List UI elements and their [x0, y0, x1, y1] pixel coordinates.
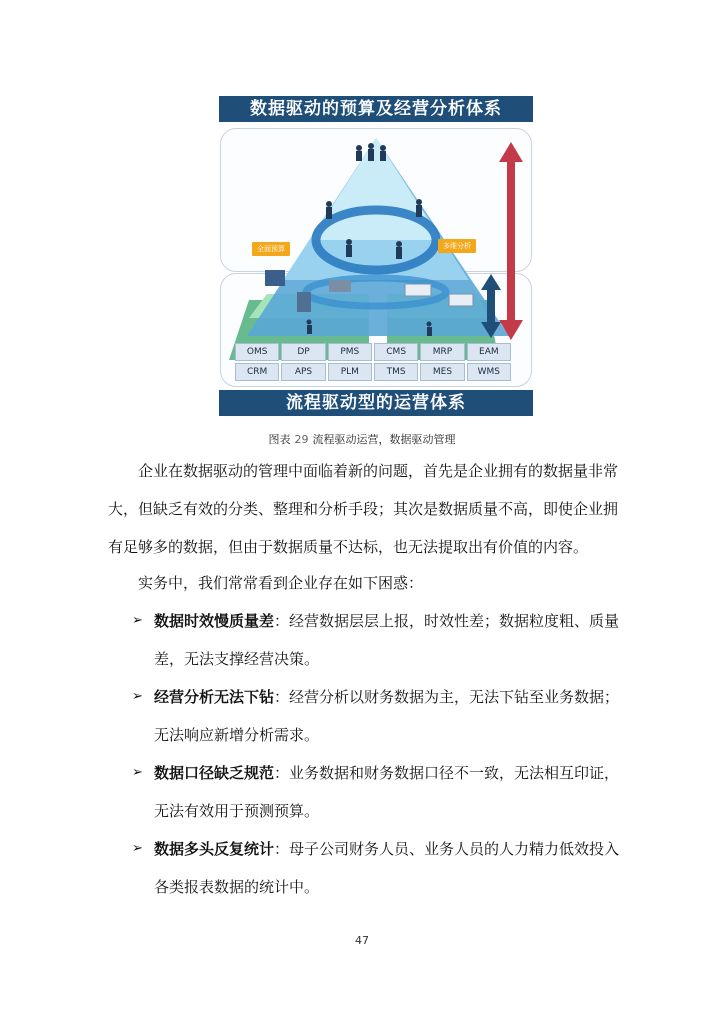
tag-budget: 全面预算 — [252, 242, 290, 256]
system-mrp: MRP — [420, 343, 464, 361]
paragraph-2 — [108, 564, 624, 602]
system-oms: OMS — [235, 343, 279, 361]
arrow-bullet-icon: ➢ — [132, 613, 143, 628]
bullet-heading: 经营分析无法下钻 — [154, 688, 275, 706]
figure-title-bottom: 流程驱动型的运营体系 — [219, 390, 533, 416]
paragraph-2-text: 实务中，我们常常看到企业存在如下困惑： — [138, 574, 424, 592]
bullet-item — [132, 678, 622, 754]
bullet-text: ：经营数据层层上报，时效性差；数据粒度粗、质量差，无法支撑经营决策。 — [154, 612, 620, 668]
tag-analysis: 多维分析 — [438, 239, 476, 253]
bullet-text: ：业务数据和财务数据口径不一致，无法相互印证，无法有效用于预测预算。 — [154, 764, 620, 820]
bullet-text: ：母子公司财务人员、业务人员的人力精力低效投入各类报表数据的统计中。 — [154, 840, 620, 896]
system-grid — [235, 343, 511, 381]
paragraph-1-text: 企业在数据驱动的管理中面临着新的问题，首先是企业拥有的数据量非常大，但缺乏有效的分类、整理和分析手段；其次是数据质量不高，即使企业拥有足够多的数据，但由于数据质量不达标，也无法提取出有价值的内容。 — [108, 462, 619, 556]
figure-caption — [0, 431, 724, 447]
system-pms: PMS — [328, 343, 372, 361]
bullet-item — [132, 830, 622, 906]
caption-label: 图表 — [268, 433, 291, 446]
system-aps: APS — [281, 363, 325, 381]
bullet-heading: 数据多头反复统计 — [154, 840, 275, 858]
bullet-item — [132, 602, 622, 678]
system-eam: EAM — [467, 343, 511, 361]
arrow-bullet-icon: ➢ — [132, 689, 143, 704]
system-tms: TMS — [374, 363, 418, 381]
system-wms: WMS — [467, 363, 511, 381]
caption-number: 29 — [294, 433, 309, 446]
bullet-heading: 数据口径缺乏规范 — [154, 764, 275, 782]
system-cms: CMS — [374, 343, 418, 361]
system-crm: CRM — [235, 363, 279, 381]
caption-text: 流程驱动运营，数据驱动管理 — [312, 433, 456, 446]
page-number: 47 — [355, 934, 369, 947]
paragraph-1 — [108, 452, 624, 566]
arrow-bullet-icon: ➢ — [132, 841, 143, 856]
bullet-item — [132, 754, 622, 830]
figure-operating-system — [219, 96, 533, 416]
system-dp: DP — [281, 343, 325, 361]
figure-title-top: 数据驱动的预算及经营分析体系 — [219, 96, 533, 122]
bullet-text: ：经营分析以财务数据为主，无法下钻至业务数据；无法响应新增分析需求。 — [154, 688, 620, 744]
bullet-heading: 数据时效慢质量差 — [154, 612, 275, 630]
system-plm: PLM — [328, 363, 372, 381]
system-mes: MES — [420, 363, 464, 381]
arrow-bullet-icon: ➢ — [132, 765, 143, 780]
